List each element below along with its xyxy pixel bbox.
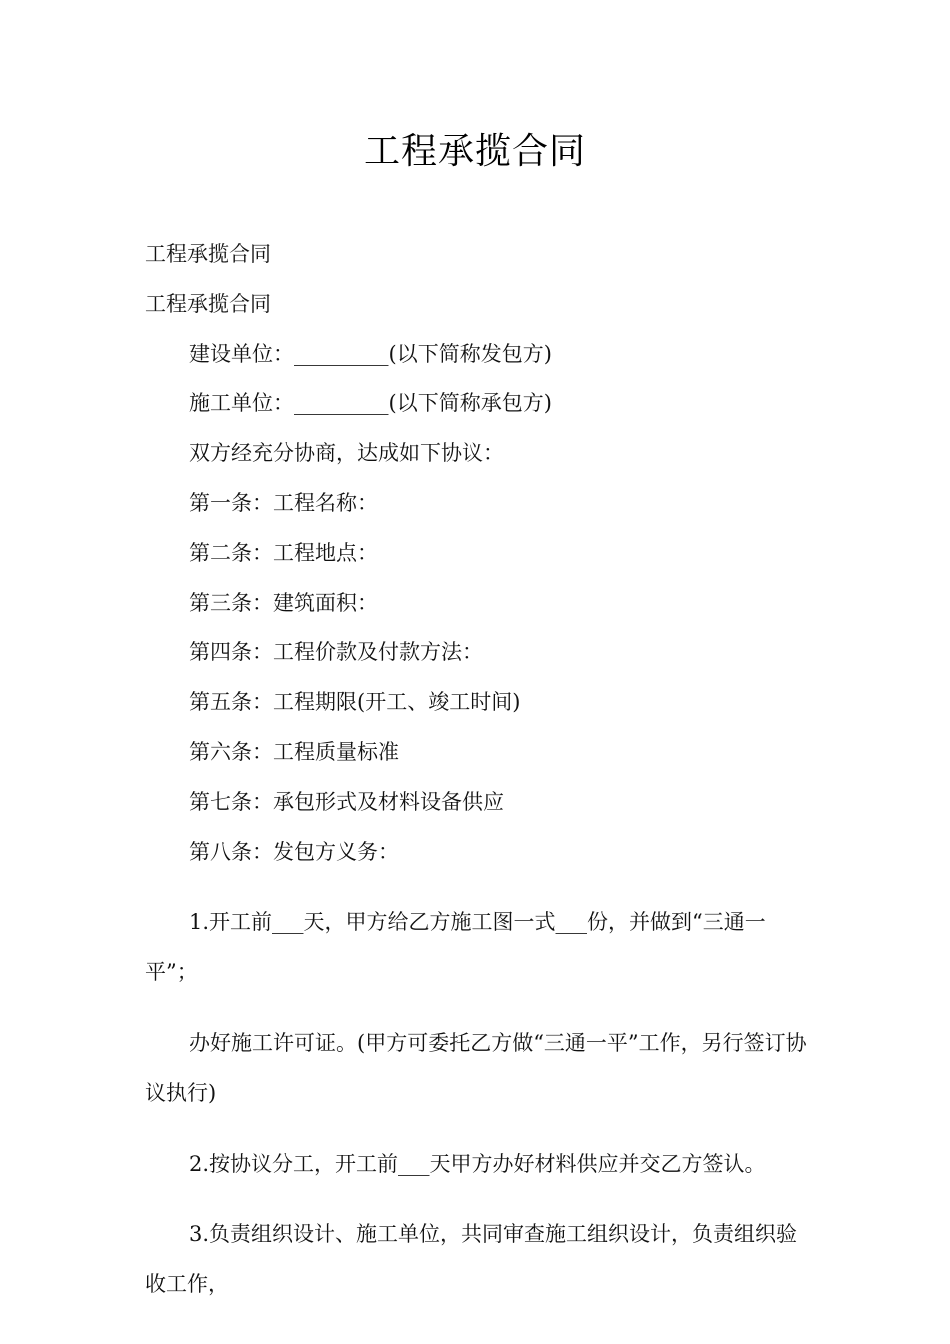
article-5: 第五条：工程期限(开工、竣工时间) [189, 690, 521, 715]
article-1: 第一条：工程名称： [189, 490, 378, 515]
article-2: 第二条：工程地点： [189, 540, 378, 565]
document-title: 工程承揽合同 [363, 131, 586, 172]
article-8: 第八条：发包方义务： [189, 839, 399, 864]
article-4: 第四条：工程价款及付款方法： [189, 640, 483, 665]
contractor-line: 施工单位：_________(以下简称承包方) [189, 391, 552, 416]
subtitle-line-1: 工程承揽合同 [145, 242, 271, 266]
article-7: 第七条：承包形式及材料设备供应 [189, 789, 504, 814]
obligation-1-note: 办好施工许可证。(甲方可委托乙方做“三通一平”工作，另行签订协议执行) [145, 1030, 807, 1105]
agreement-intro: 双方经充分协商，达成如下协议： [189, 441, 504, 466]
employer-line: 建设单位：_________(以下简称发包方) [189, 341, 552, 366]
obligation-2: 2.按协议分工，开工前___天甲方办好材料供应并交乙方签认。 [189, 1151, 766, 1176]
obligation-3: 3.负责组织设计、施工单位，共同审查施工组织设计，负责组织验收工作， [145, 1222, 798, 1297]
document-body [145, 230, 809, 1331]
article-3: 第三条：建筑面积： [189, 590, 378, 615]
subtitle-line-2: 工程承揽合同 [145, 291, 271, 316]
obligation-1: 1.开工前___天，甲方给乙方施工图一式___份，并做到“三通一平”； [145, 910, 766, 985]
article-6: 第六条：工程质量标准 [189, 739, 399, 764]
